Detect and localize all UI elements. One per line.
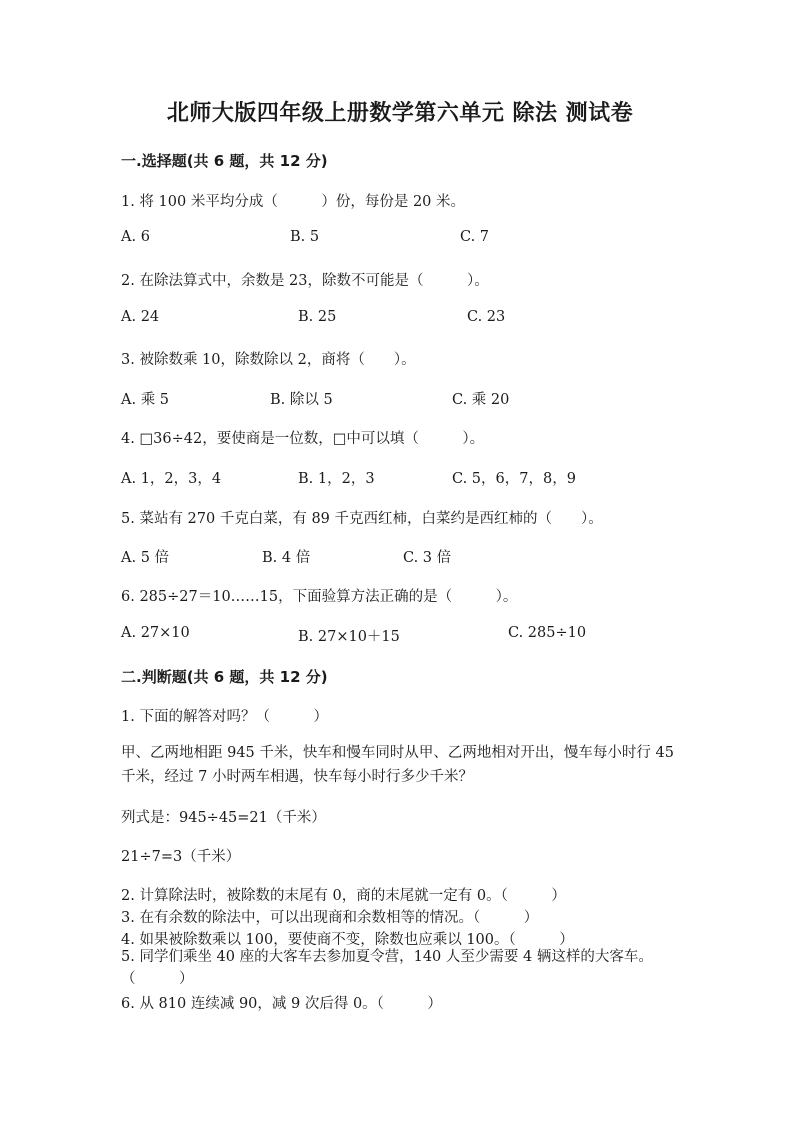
option-c: C. 23 — [467, 309, 506, 325]
judge-question-1: 1. 下面的解答对吗？（ ） — [121, 709, 328, 725]
judge-question-4: 4. 如果被除数乘以 100，要使商不变，除数也应乘以 100。（ ） — [121, 932, 574, 948]
option-b: B. 4 倍 — [262, 550, 311, 566]
page-title: 北师大版四年级上册数学第六单元 除法 测试卷 — [166, 101, 634, 126]
option-c: C. 乘 20 — [452, 392, 510, 408]
option-a: A. 6 — [121, 229, 150, 245]
option-c: C. 3 倍 — [403, 550, 452, 566]
question-4: 4. □36÷42，要使商是一位数，□中可以填（ ）。 — [121, 431, 485, 447]
option-b: B. 27×10＋15 — [298, 629, 400, 645]
option-a: A. 27×10 — [121, 625, 190, 641]
judge-question-3: 3. 在有余数的除法中，可以出现商和余数相等的情况。（ ） — [121, 910, 539, 926]
option-a: A. 24 — [121, 309, 160, 325]
option-c: C. 7 — [460, 229, 490, 245]
question-1: 1. 将 100 米平均分成（ ）份，每份是 20 米。 — [121, 194, 466, 210]
judge-question-1-equation-1: 列式是：945÷45=21（千米） — [121, 810, 326, 826]
section-1-heading: 一.选择题(共 6 题，共 12 分) — [121, 152, 328, 170]
option-b: B. 除以 5 — [270, 392, 333, 408]
option-a: A. 乘 5 — [121, 392, 170, 408]
question-2: 2. 在除法算式中，余数是 23，除数不可能是（ ）。 — [121, 273, 489, 289]
judge-question-6: 6. 从 810 连续减 90，减 9 次后得 0。（ ） — [121, 996, 442, 1012]
option-b: B. 1，2，3 — [298, 471, 375, 487]
question-6: 6. 285÷27＝10……15，下面验算方法正确的是（ ）。 — [121, 589, 518, 605]
option-b: B. 5 — [290, 229, 320, 245]
option-b: B. 25 — [298, 309, 337, 325]
question-5: 5. 菜站有 270 千克白菜，有 89 千克西红柿，白菜约是西红柿的（ ）。 — [121, 511, 603, 527]
section-2-heading: 二.判断题(共 6 题，共 12 分) — [121, 668, 328, 686]
judge-question-2: 2. 计算除法时，被除数的末尾有 0，商的末尾就一定有 0。（ ） — [121, 888, 566, 904]
option-a: A. 5 倍 — [121, 550, 170, 566]
option-a: A. 1，2，3，4 — [121, 471, 222, 487]
judge-question-1-equation-2: 21÷7=3（千米） — [121, 849, 241, 865]
judge-question-1-problem: 甲、乙两地相距 945 千米，快车和慢车同时从甲、乙两地相对开出，慢车每小时行 45 千米，经过 7 小时两车相遇，快车每小时行多少千米？ — [121, 745, 674, 785]
judge-question-5: 5. 同学们乘坐 40 座的大客车去参加夏令营，140 人至少需要 4 辆这样的大客车。（ ） — [121, 949, 653, 987]
option-c: C. 285÷10 — [508, 625, 587, 641]
option-c: C. 5，6，7，8，9 — [452, 471, 576, 487]
question-3: 3. 被除数乘 10，除数除以 2，商将（ ）。 — [121, 352, 416, 368]
